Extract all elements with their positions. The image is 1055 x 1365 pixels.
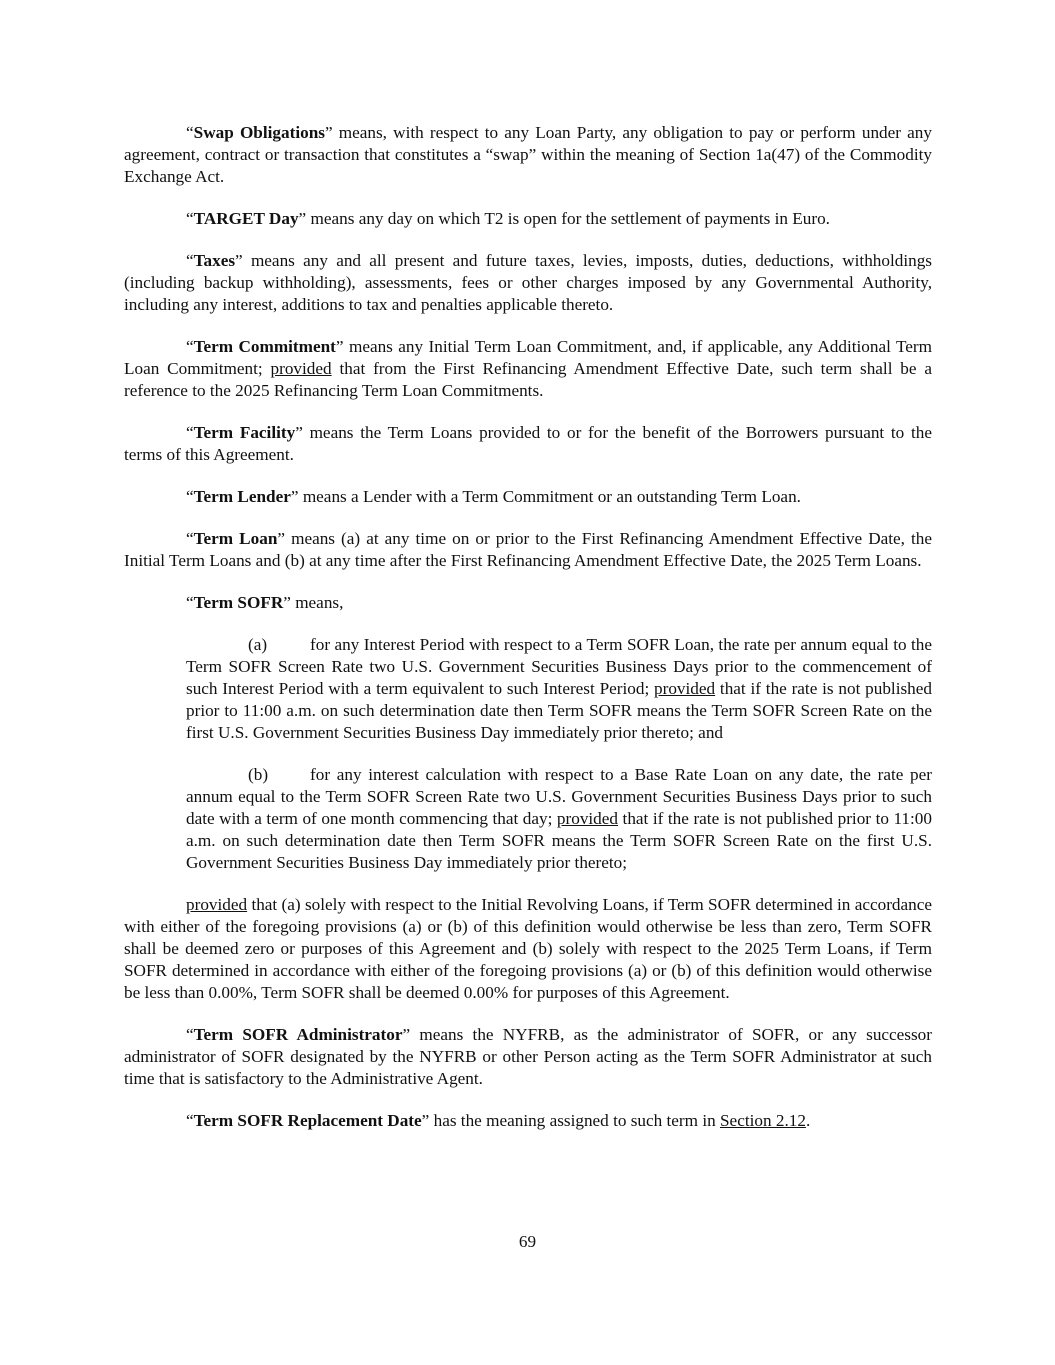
definition-text: means (a) at any time on or prior to the First Refinancing Amendment Effective Date, the Initial Term Loans and (b) at any time after the First Refinancing Amendment Effective Date, the 2025 Term Loans. <box>124 529 932 570</box>
section-reference-link[interactable]: Section 2.12 <box>720 1111 806 1130</box>
definition-target-day <box>124 208 932 230</box>
open-quote: “ <box>186 529 194 548</box>
open-quote: “ <box>186 251 194 270</box>
definition-text: that from the First Refinancing Amendment Effective Date, such term shall be a reference to the 2025 Refinancing Term Loan Commitments. <box>124 359 933 400</box>
defined-term: Term Loan <box>193 529 278 548</box>
definition-text: means the NYFRB, as the administrator of SOFR, or any successor administrator of SOFR designated by the NYFRB or other Person acting as the Term SOFR Administrator at such time that is satisfactory to the Administrative Agent. <box>124 1025 932 1088</box>
definition-text: means, with respect to any Loan Party, any obligation to pay or perform under any agreement, contract or transaction that constitutes a “swap” within the meaning of Section 1a(47) of the Commodity Exchange Act. <box>124 123 932 186</box>
definition-text: means a Lender with a Term Commitment or an outstanding Term Loan. <box>298 487 801 506</box>
close-quote: ” <box>235 251 243 270</box>
open-quote: “ <box>186 487 194 506</box>
defined-term: Taxes <box>193 251 236 270</box>
definition-text: means any and all present and future taxes, levies, imposts, duties, deductions, withholdings (including backup withholding), assessments, fees or other charges imposed by any Governmental Authority, including any interest, additions to tax and penalties applicable thereto. <box>124 251 932 314</box>
clause-text: that if the rate is not published prior to 11:00 a.m. on such determination date then Term SOFR means the Term SOFR Screen Rate on the first U.S. Government Securities Business Day immediately prior thereto; and <box>186 679 932 742</box>
provided-underline: provided <box>654 679 716 698</box>
defined-term: Term Commitment <box>193 337 336 356</box>
definition-text: means any day on which T2 is open for the settlement of payments in Euro. <box>306 209 830 228</box>
open-quote: “ <box>186 123 194 142</box>
definition-text: has the meaning assigned to such term in <box>429 1111 720 1130</box>
open-quote: “ <box>186 1111 194 1130</box>
definition-term-sofr-replacement-date <box>124 1110 932 1132</box>
defined-term: Swap Obligations <box>193 123 325 142</box>
close-quote: ” <box>324 123 333 142</box>
provided-underline: provided <box>556 809 619 828</box>
clause-label: (a) <box>248 635 268 654</box>
definition-term-loan <box>124 528 932 572</box>
clause-text: for any Interest Period with respect to a Term SOFR Loan, the rate per annum equal to the Term SOFR Screen Rate two U.S. Government Securities Business Days prior to the commencement of such Interest Period with a term equivalent to such Interest Period; <box>186 635 932 698</box>
clause-text: that if the rate is not published prior to 11:00 a.m. on such determination date then Term SOFR means the Term SOFR Screen Rate on the first U.S. Government Securities Business Day immediately prior thereto; <box>186 809 932 872</box>
close-quote: ” <box>290 487 299 506</box>
clause-label: (b) <box>248 765 269 784</box>
document-page <box>124 122 932 1152</box>
defined-term: Term Lender <box>193 487 291 506</box>
defined-term: Term SOFR <box>193 593 284 612</box>
definition-swap-obligations <box>124 122 932 188</box>
close-quote: ” <box>283 593 291 612</box>
definition-taxes <box>124 250 932 316</box>
defined-term: TARGET Day <box>193 209 299 228</box>
defined-term: Term SOFR Replacement Date <box>193 1111 422 1130</box>
term-sofr-proviso <box>124 894 932 1004</box>
provided-underline: provided <box>186 895 248 914</box>
definition-text: means any Initial Term Loan Commitment, and, if applicable, any Additional Term Loan Commitment; <box>124 337 932 378</box>
open-quote: “ <box>186 593 194 612</box>
close-quote: ” <box>335 337 344 356</box>
defined-term: Term SOFR Administrator <box>193 1025 403 1044</box>
definition-term-sofr <box>124 592 932 614</box>
close-quote: ” <box>421 1111 430 1130</box>
term-sofr-clause-b <box>186 764 932 874</box>
close-quote: ” <box>295 423 303 442</box>
term-sofr-clause-a <box>186 634 932 744</box>
open-quote: “ <box>186 423 194 442</box>
clause-text: for any interest calculation with respect to a Base Rate Loan on any date, the rate per annum equal to the Term SOFR Screen Rate two U.S. Government Securities Business Days prior to such date with a term of one month commencing that day; <box>186 765 932 828</box>
definition-text: means the Term Loans provided to or for the benefit of the Borrowers pursuant to the terms of this Agreement. <box>124 423 932 464</box>
open-quote: “ <box>186 209 194 228</box>
close-quote: ” <box>402 1025 411 1044</box>
open-quote: “ <box>186 1025 194 1044</box>
proviso-text: that (a) solely with respect to the Initial Revolving Loans, if Term SOFR determined in accordance with either of the foregoing provisions (a) or (b) of this definition would otherwise be less than zero, Term SOFR shall be deemed zero or purposes of this Agreement and (b) solely with respect to the 2025 Term Loans, if Term SOFR determined in accordance with either of the foregoing provisions (a) or (b) of this definition would otherwise be less than 0.00%, Term SOFR shall be deemed 0.00% for purposes of this Agreement. <box>124 895 932 1002</box>
page-number: 69 <box>518 1232 537 1251</box>
definition-text: . <box>805 1111 811 1130</box>
definition-term-lender <box>124 486 932 508</box>
open-quote: “ <box>186 337 194 356</box>
provided-underline: provided <box>270 359 332 378</box>
definition-term-sofr-administrator <box>124 1024 932 1090</box>
close-quote: ” <box>277 529 286 548</box>
definition-term-commitment <box>124 336 932 402</box>
definition-term-facility <box>124 422 932 466</box>
close-quote: ” <box>298 209 307 228</box>
definition-text: means, <box>290 593 344 612</box>
defined-term: Term Facility <box>193 423 296 442</box>
